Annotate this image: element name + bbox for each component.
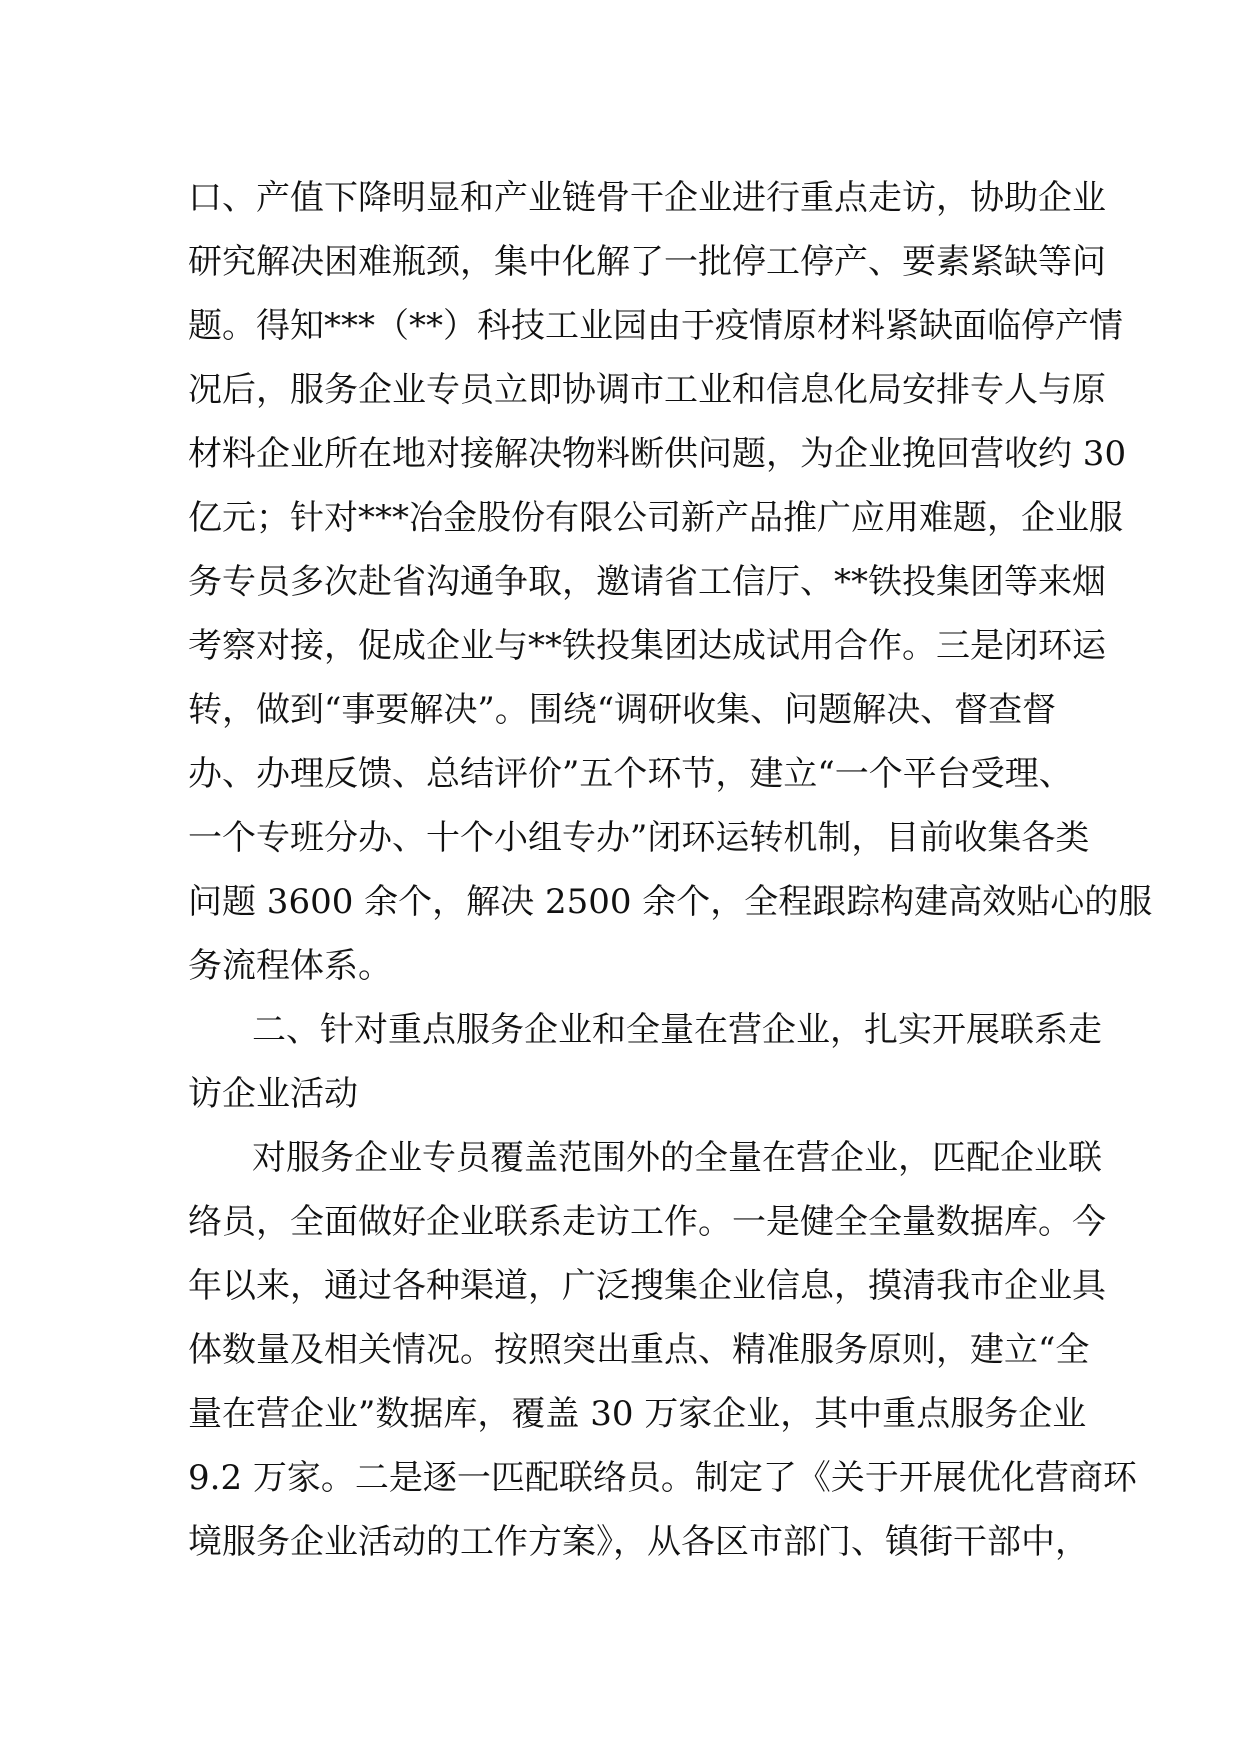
body-text-line: 年以来，通过各种渠道，广泛搜集企业信息，摸清我市企业具 (188, 1266, 1106, 1306)
body-text-line: 口、产值下降明显和产业链骨干企业进行重点走访，协助企业 (188, 178, 1106, 218)
body-text-line: 办、办理反馈、总结评价”五个环节，建立“一个平台受理、 (188, 754, 1073, 794)
body-text-line: 务流程体系。 (188, 946, 392, 986)
section-heading-line: 二、针对重点服务企业和全量在营企业，扎实开展联系走 (252, 1010, 1102, 1050)
body-text-line: 体数量及相关情况。按照突出重点、精准服务原则，建立“全 (188, 1330, 1090, 1370)
body-text-line: 络员，全面做好企业联系走访工作。一是健全全量数据库。今 (188, 1202, 1106, 1242)
body-text-line: 量在营企业”数据库，覆盖 30 万家企业，其中重点服务企业 (188, 1394, 1087, 1434)
section-heading-line: 访企业活动 (188, 1074, 358, 1114)
body-text-line: 问题 3600 余个，解决 2500 余个，全程跟踪构建高效贴心的服 (188, 882, 1153, 922)
body-text-line: 对服务企业专员覆盖范围外的全量在营企业，匹配企业联 (252, 1138, 1102, 1178)
body-text-line: 9.2 万家。二是逐一匹配联络员。制定了《关于开展优化营商环 (188, 1458, 1137, 1498)
body-text-line: 研究解决困难瓶颈，集中化解了一批停工停产、要素紧缺等问 (188, 242, 1106, 282)
body-text-line: 况后，服务企业专员立即协调市工业和信息化局安排专人与原 (188, 370, 1106, 410)
body-text-line: 转，做到“事要解决”。围绕“调研收集、问题解决、督查督 (188, 690, 1057, 730)
body-text-line: 一个专班分办、十个小组专办”闭环运转机制，目前收集各类 (188, 818, 1090, 858)
body-text-line: 考察对接，促成企业与**铁投集团达成试用合作。三是闭环运 (188, 626, 1106, 666)
body-text-line: 亿元；针对***冶金股份有限公司新产品推广应用难题，企业服 (188, 498, 1123, 538)
body-text-line: 材料企业所在地对接解决物料断供问题，为企业挽回营收约 30 (188, 434, 1127, 474)
body-text-line: 题。得知***（**）科技工业园由于疫情原材料紧缺面临停产情 (188, 306, 1123, 346)
body-text-line: 境服务企业活动的工作方案》，从各区市部门、镇街干部中， (188, 1522, 1089, 1562)
body-text-line: 务专员多次赴省沟通争取，邀请省工信厅、**铁投集团等来烟 (188, 562, 1106, 602)
